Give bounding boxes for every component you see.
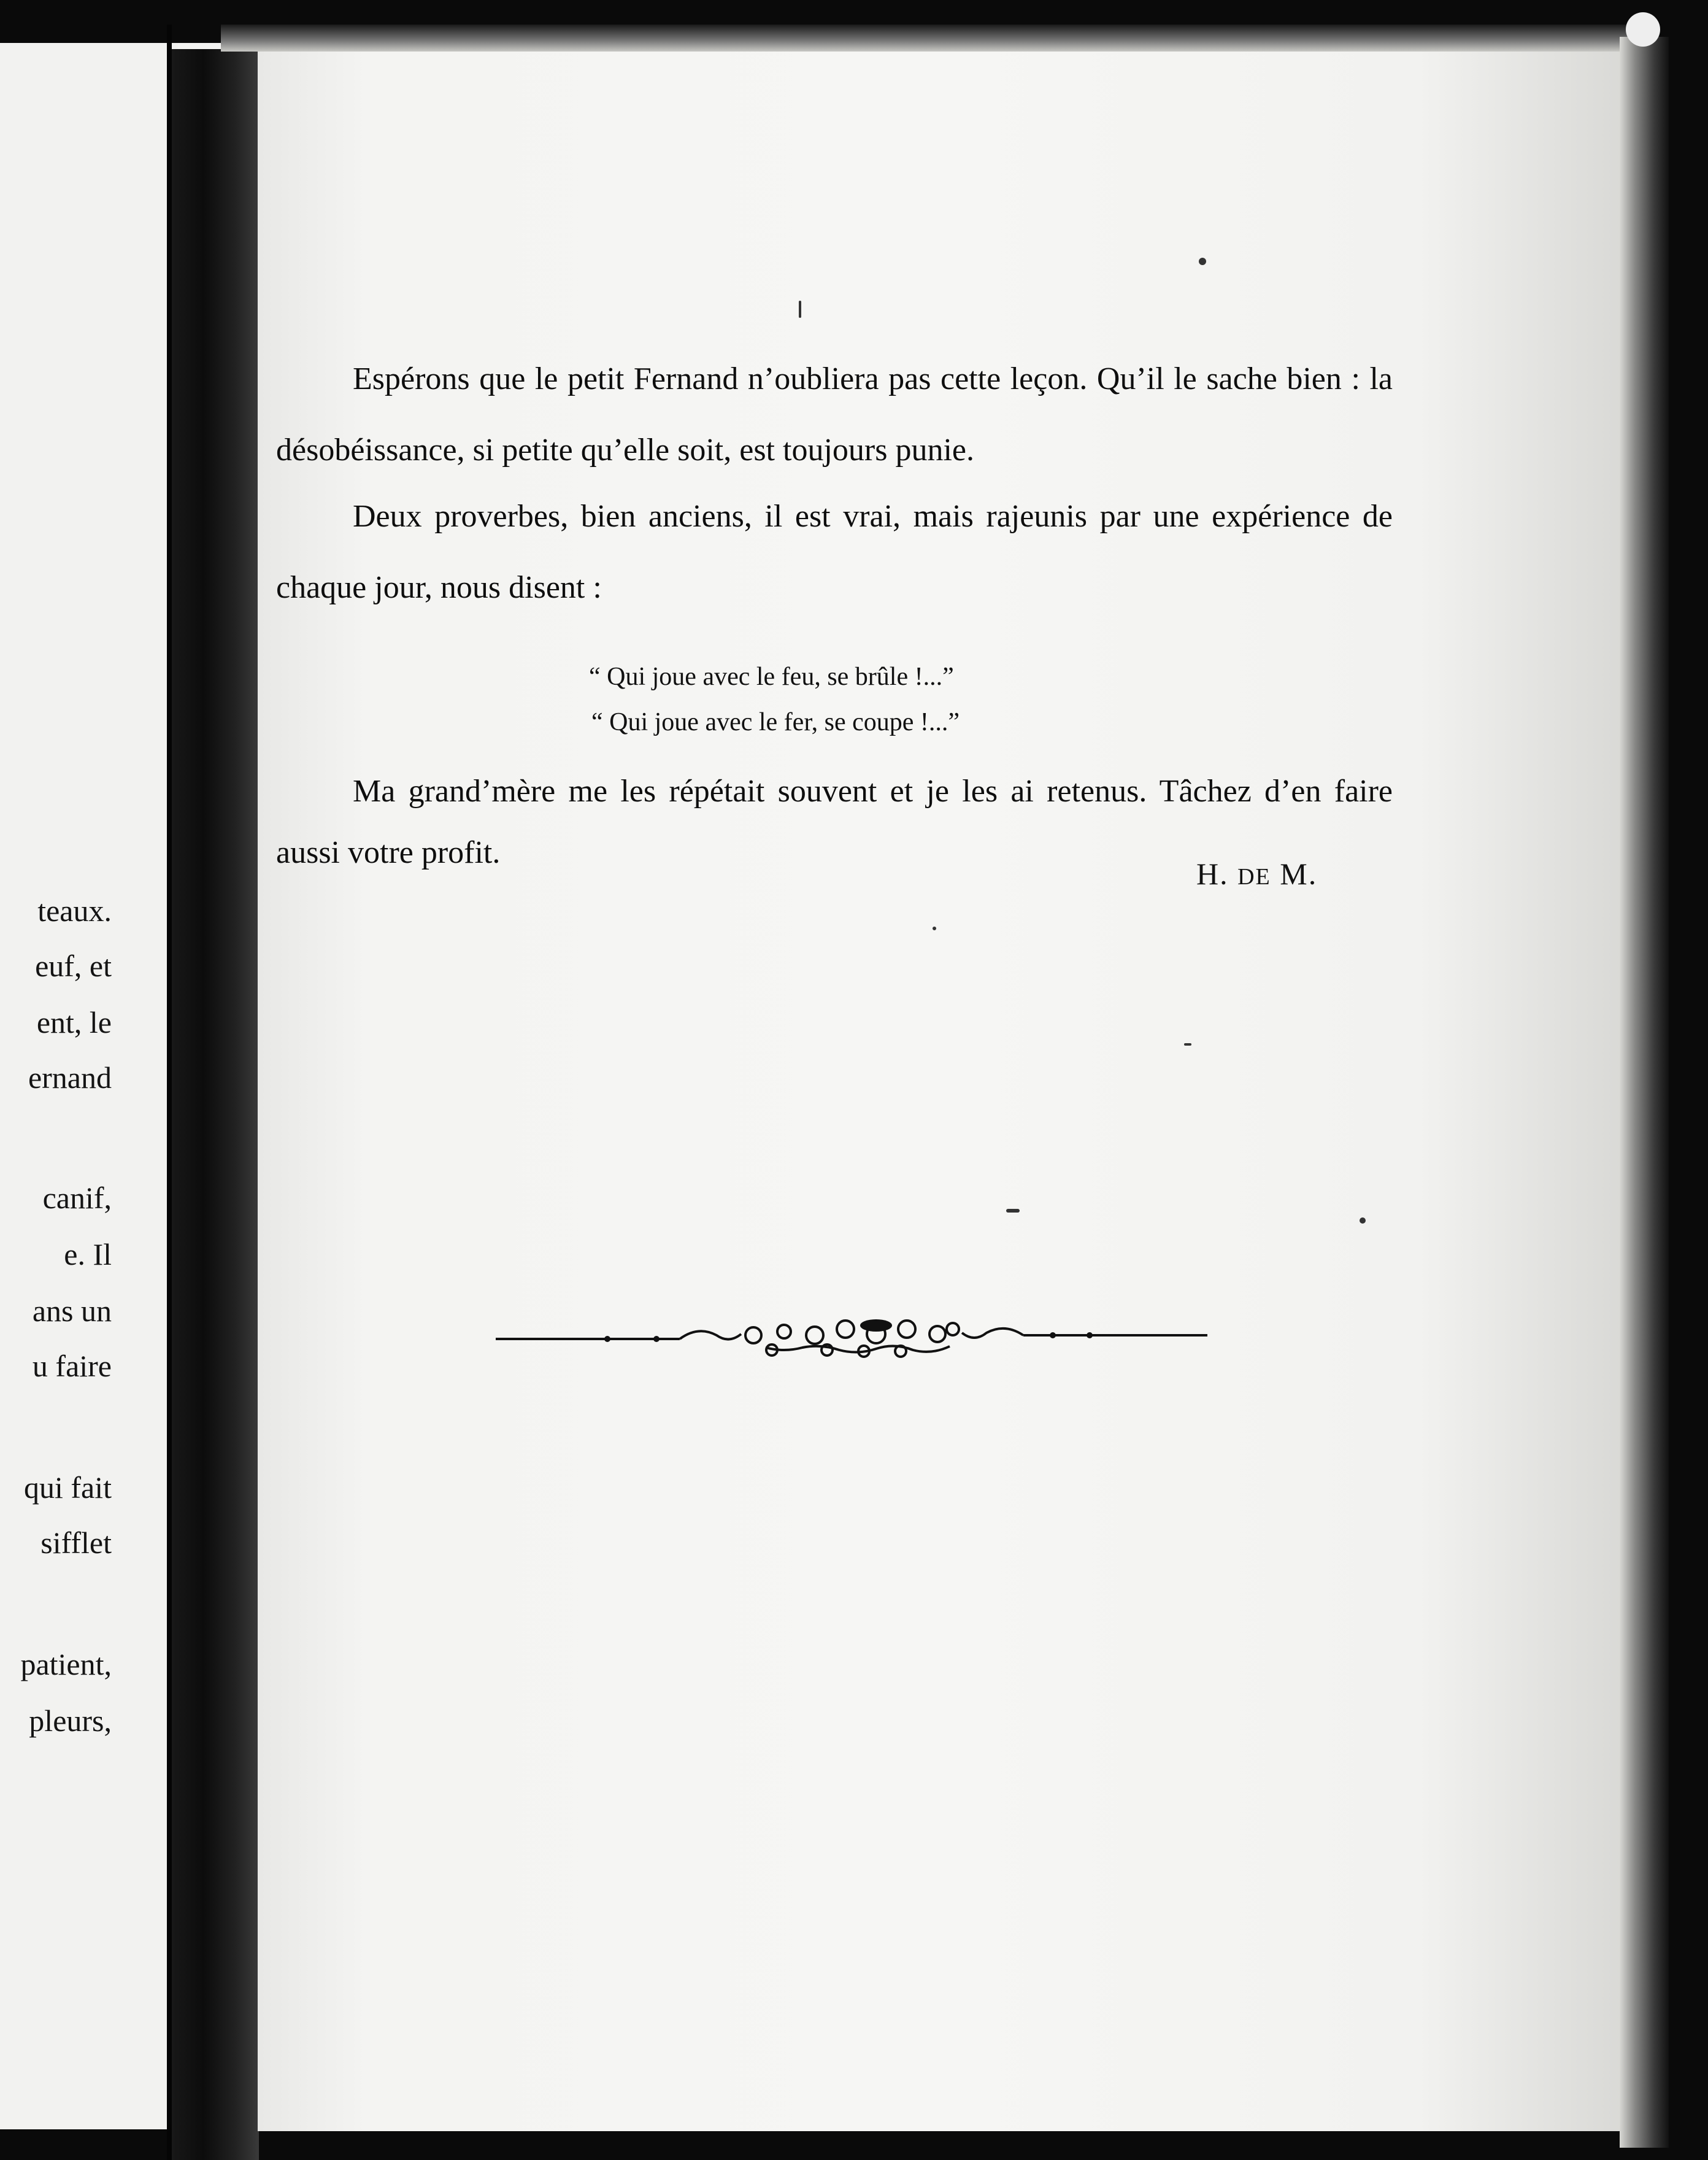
speck: [1184, 1043, 1191, 1046]
corner-mark: [1626, 12, 1660, 47]
book-gutter: [167, 49, 259, 2160]
speck: [1360, 1217, 1366, 1224]
left-page-line: pleurs,: [29, 1703, 112, 1738]
signature-final: M.: [1280, 857, 1318, 891]
left-facing-page: [0, 43, 178, 2129]
ornament-divider: [496, 1313, 1207, 1362]
proverb-1: “ Qui joue avec le feu, se brûle !...”: [589, 663, 954, 691]
top-page-edge: [221, 25, 1644, 52]
text-block: [276, 344, 1393, 623]
left-page-line: patient,: [20, 1647, 112, 1681]
left-page-line: qui fait: [23, 1470, 112, 1505]
speck: [933, 927, 936, 930]
left-page-line: ans un: [32, 1294, 112, 1328]
left-page-line: canif,: [42, 1181, 112, 1215]
left-page-line: e. Il: [64, 1237, 112, 1271]
left-page-line: u faire: [32, 1349, 112, 1383]
signature-particle: DE: [1237, 864, 1271, 890]
left-page-line: ernand: [28, 1060, 112, 1095]
paragraph-2: Deux proverbes, bien anciens, il est vrai, mais rajeunis par une expérience de chaque jour, nous disent :: [276, 499, 1393, 605]
left-page-line: euf, et: [35, 949, 112, 983]
proverbs: [589, 654, 960, 745]
paragraph-1: Espérons que le petit Fernand n’oubliera pas cette leçon. Qu’il le sache bien : la désobéissance, si petite qu’elle soit, est toujours punie.: [276, 361, 1393, 468]
speck: [1199, 258, 1206, 265]
signature: [1196, 856, 1317, 892]
speck: [1006, 1209, 1020, 1213]
left-page-line: teaux.: [37, 893, 112, 928]
speck: [799, 301, 801, 318]
proverb-2: “ Qui joue avec le fer, se coupe !...”: [591, 708, 960, 736]
gutter-edge: [167, 25, 172, 2160]
left-page-line: ent, le: [36, 1005, 112, 1040]
paragraph-3: Ma grand’mère me les répétait souvent et je les ai retenus. Tâchez d’en faire aussi votre profit.: [276, 774, 1393, 870]
signature-initial: H.: [1196, 857, 1229, 891]
right-page-edge: [1620, 37, 1669, 2148]
left-page-line: sifflet: [40, 1526, 112, 1560]
